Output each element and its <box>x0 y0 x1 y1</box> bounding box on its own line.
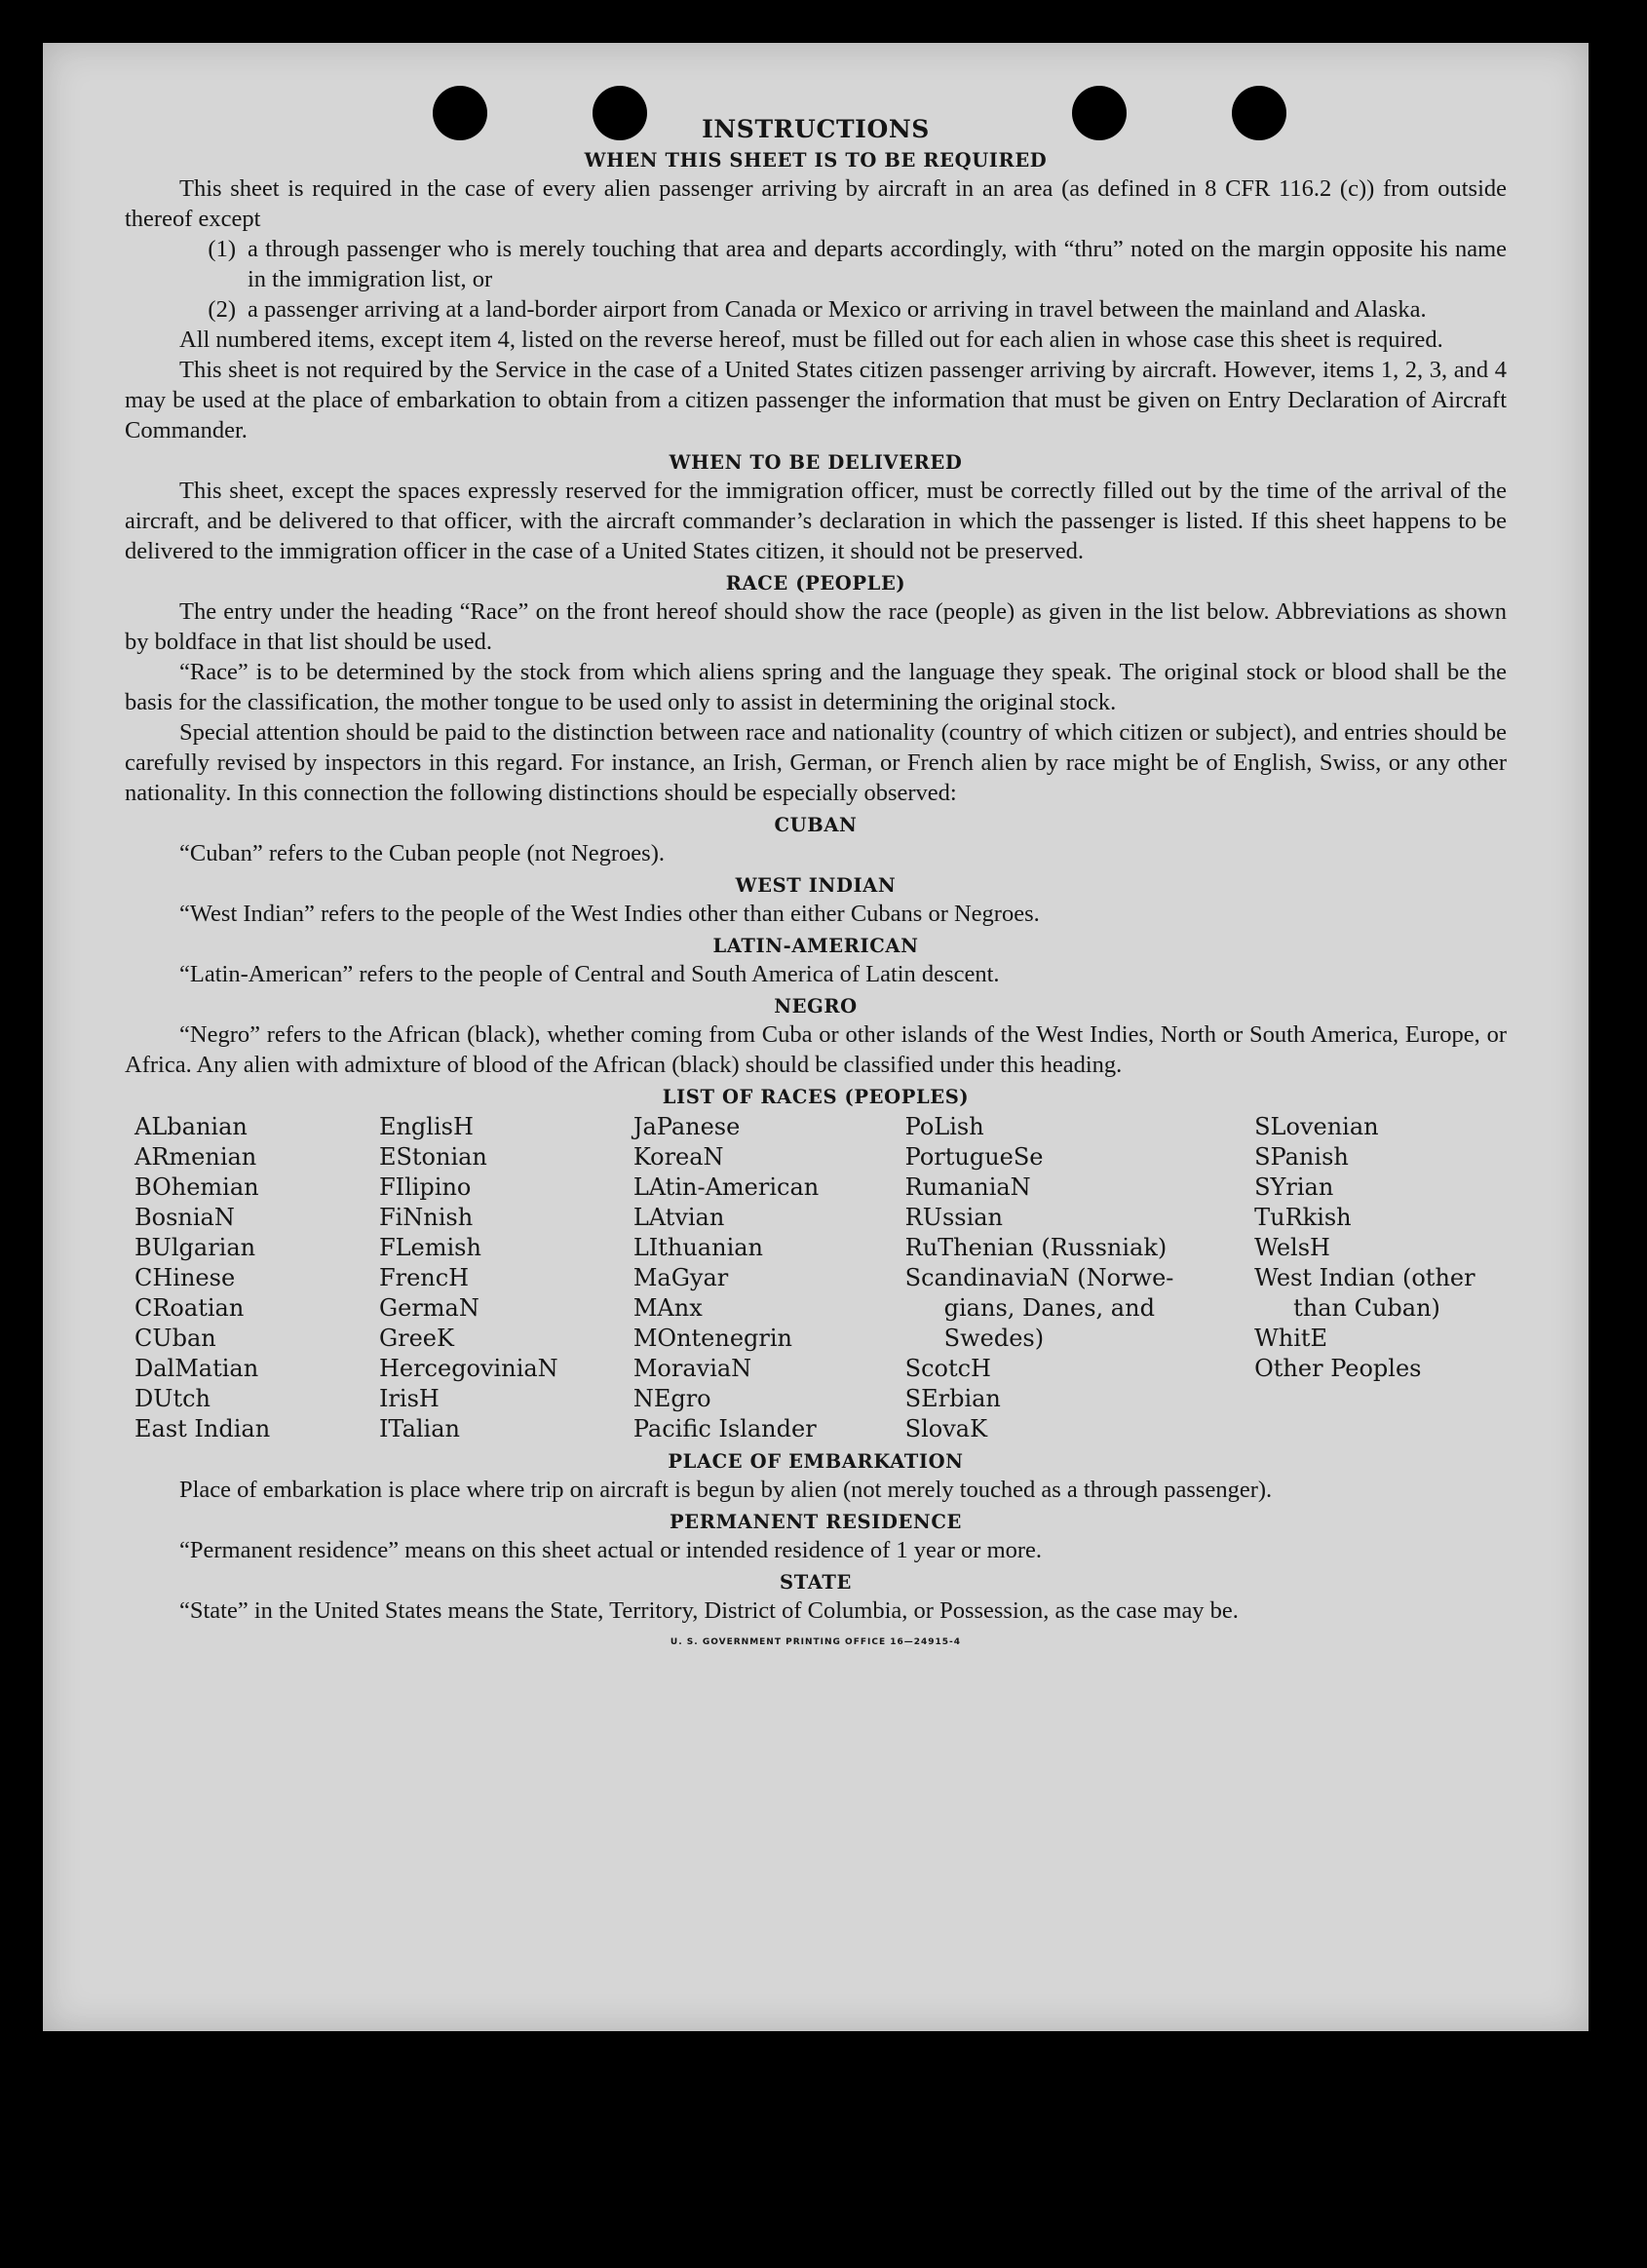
race-item: KoreaN <box>632 1143 724 1171</box>
race-item: MOntenegrin <box>632 1325 793 1352</box>
race-item: LIthuanian <box>632 1234 764 1261</box>
item-text: a passenger arriving at a land-border airport from Canada or Mexico or arriving in travel between the mainland and Alaska. <box>248 296 1427 323</box>
document-page <box>43 43 1589 2031</box>
numbered-item <box>125 234 1507 294</box>
section-heading-race: RACE (PEOPLE) <box>725 572 906 595</box>
race-item: PoLish <box>904 1113 984 1140</box>
race-item: EStonian <box>378 1143 487 1171</box>
race-item: FrencH <box>378 1264 470 1291</box>
race-item: FIlipino <box>378 1173 472 1201</box>
race-item: SLovenian <box>1254 1113 1379 1140</box>
race-list <box>134 1112 1507 1444</box>
paragraph: Special attention should be paid to the distinction between race and nationality (country of which citizen or subject), and entries should be carefully revised by inspectors in this regard. For instance, an Irish, German, or French alien by race might be of English, Swiss, or any other nationality. In this connection the following distinctions should be especially observed: <box>125 719 1507 806</box>
race-item: ARmenian <box>134 1143 257 1171</box>
paragraph: This sheet, except the spaces expressly reserved for the immigration officer, must be correctly filled out by the time of the arrival of the aircraft, and be delivered to that officer, with the aircraft commander’s declaration in which the passenger is listed. If this sheet happens to be delivered to the immigration officer in the case of a United States citizen, it should not be preserved. <box>125 478 1507 564</box>
section-heading-embarkation: PLACE OF EMBARKATION <box>668 1450 964 1473</box>
instructions-content <box>125 115 1507 1647</box>
race-column <box>1254 1112 1507 1444</box>
paragraph: This sheet is required in the case of every alien passenger arriving by aircraft in an area (as defined in 8 CFR 116.2 (c)) from outside thereof except <box>125 175 1507 232</box>
race-item-continuation: gians, Danes, and <box>943 1294 1155 1322</box>
paragraph: “Negro” refers to the African (black), whether coming from Cuba or other islands of the West Indies, North or South America, Europe, or Africa. Any alien with admixture of blood of the African (black) should be classified under this heading. <box>125 1021 1507 1078</box>
race-item: LAtvian <box>632 1204 725 1231</box>
paragraph: “Latin-American” refers to the people of Central and South America of Latin descent. <box>179 961 1000 987</box>
race-item: LAtin-American <box>632 1173 820 1201</box>
paragraph: “Race” is to be determined by the stock from which aliens spring and the language they speak. The original stock or blood shall be the basis for the classification, the mother tongue to be used only to assist in determining the original stock. <box>125 659 1507 715</box>
race-item: SlovaK <box>904 1415 988 1442</box>
race-item: FiNnish <box>378 1204 474 1231</box>
race-item: EnglisH <box>378 1113 474 1140</box>
race-item: ScotcH <box>904 1355 991 1382</box>
section-heading-when-required: WHEN THIS SHEET IS TO BE REQUIRED <box>584 149 1048 172</box>
race-column <box>379 1112 633 1444</box>
race-item: CHinese <box>134 1264 236 1291</box>
race-item: IrisH <box>378 1385 440 1412</box>
race-item: GreeK <box>378 1325 454 1352</box>
race-item: NEgro <box>632 1385 711 1412</box>
race-item: SYrian <box>1254 1173 1334 1201</box>
printer-imprint: U. S. GOVERNMENT PRINTING OFFICE 16—24915-4 <box>670 1637 962 1647</box>
section-heading-when-delivered: WHEN TO BE DELIVERED <box>669 451 963 474</box>
race-item: WelsH <box>1254 1234 1330 1261</box>
race-item: GermaN <box>378 1294 479 1322</box>
section-heading-latin-american: LATIN-AMERICAN <box>712 935 919 957</box>
race-column <box>134 1112 379 1444</box>
race-item: RUssian <box>904 1204 1004 1231</box>
race-item: WhitE <box>1254 1325 1328 1352</box>
race-item: RumaniaN <box>904 1173 1031 1201</box>
paragraph: All numbered items, except item 4, listed on the reverse hereof, must be filled out for each alien in whose case this sheet is required. <box>179 327 1443 353</box>
paragraph: “West Indian” refers to the people of the West Indies other than either Cubans or Negroes. <box>179 901 1040 927</box>
race-item: MAnx <box>632 1294 703 1322</box>
section-heading-state: STATE <box>780 1571 852 1594</box>
race-column <box>905 1112 1254 1444</box>
race-item: SErbian <box>904 1385 1001 1412</box>
race-item-continuation: than Cuban) <box>1293 1294 1440 1322</box>
race-item: ALbanian <box>134 1113 248 1140</box>
race-item: MaGyar <box>632 1264 729 1291</box>
page-title: INSTRUCTIONS <box>702 115 930 143</box>
paragraph: This sheet is not required by the Service in the case of a United States citizen passenger arriving by aircraft. However, items 1, 2, 3, and 4 may be used at the place of embarkation to obtain from a citizen passenger the information that must be given on Entry Declaration of Aircraft Commander. <box>125 357 1507 443</box>
race-item: DUtch <box>134 1385 211 1412</box>
race-item: BUlgarian <box>134 1234 256 1261</box>
section-heading-list-of-races: LIST OF RACES (PEOPLES) <box>662 1086 970 1108</box>
race-item: TuRkish <box>1254 1204 1352 1231</box>
section-heading-negro: NEGRO <box>774 995 858 1018</box>
race-item: RuThenian (Russniak) <box>904 1234 1168 1261</box>
section-heading-west-indian: WEST INDIAN <box>735 874 897 897</box>
race-item: SPanish <box>1254 1143 1349 1171</box>
section-heading-cuban: CUBAN <box>774 814 858 836</box>
paragraph: Place of embarkation is place where trip on aircraft is begun by alien (not merely touched as a through passenger). <box>179 1477 1273 1503</box>
item-number: (2) <box>208 296 236 323</box>
race-column <box>633 1112 905 1444</box>
race-item: MoraviaN <box>632 1355 752 1382</box>
race-item: Other Peoples <box>1254 1355 1422 1382</box>
race-item: PortugueSe <box>904 1143 1044 1171</box>
race-item: CRoatian <box>134 1294 245 1322</box>
section-heading-permanent-residence: PERMANENT RESIDENCE <box>670 1511 962 1533</box>
race-item: Pacific Islander <box>632 1415 817 1442</box>
race-item: DalMatian <box>134 1355 259 1382</box>
paragraph: “State” in the United States means the State, Territory, District of Columbia, or Possession, as the case may be. <box>179 1597 1239 1624</box>
race-item: ITalian <box>378 1415 460 1442</box>
race-item: East Indian <box>134 1415 271 1442</box>
race-item: JaPanese <box>632 1113 741 1140</box>
race-item: CUban <box>134 1325 216 1352</box>
race-item: BosniaN <box>134 1204 235 1231</box>
numbered-item <box>125 294 1507 325</box>
paragraph: “Permanent residence” means on this sheet actual or intended residence of 1 year or more. <box>179 1537 1043 1563</box>
race-item-continuation: Swedes) <box>943 1325 1045 1352</box>
race-item: FLemish <box>378 1234 481 1261</box>
item-text: a through passenger who is merely touching that area and departs accordingly, with “thru” noted on the margin opposite his name in the immigration list, or <box>248 236 1507 292</box>
race-item: West Indian (other <box>1254 1264 1475 1291</box>
paragraph: The entry under the heading “Race” on the front hereof should show the race (people) as given in the list below. Abbreviations as shown by boldface in that list should be used. <box>125 598 1507 655</box>
paragraph: “Cuban” refers to the Cuban people (not Negroes). <box>179 840 665 866</box>
race-item: ScandinaviaN (Norwe- <box>904 1264 1174 1291</box>
race-item: BOhemian <box>134 1173 259 1201</box>
race-item: HercegoviniaN <box>378 1355 558 1382</box>
item-number: (1) <box>208 236 236 262</box>
